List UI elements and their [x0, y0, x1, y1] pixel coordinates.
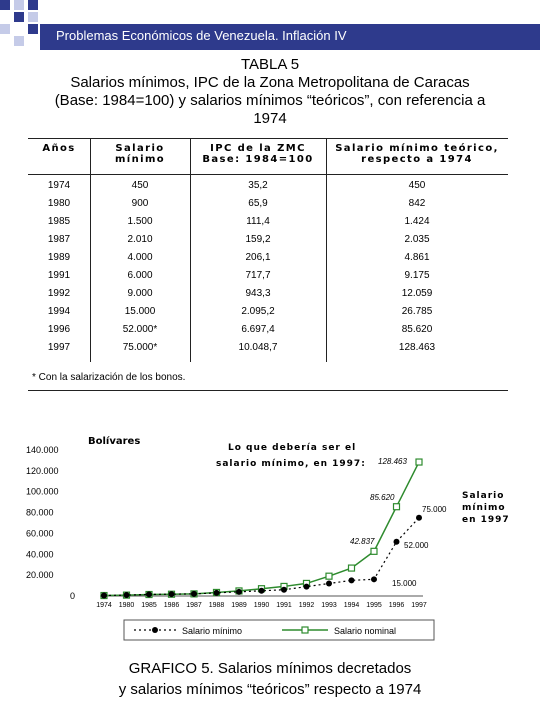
x-tick-label: 1991	[276, 602, 292, 609]
series-point-salario-minimo	[101, 593, 107, 599]
table-cell: 4.000	[127, 252, 153, 263]
table-cell: 2.010	[127, 234, 153, 245]
caption-line: GRAFICO 5. Salarios mínimos decretados	[128, 660, 412, 677]
series-point-salario-minimo	[214, 590, 220, 596]
table-cell: 450	[131, 180, 149, 191]
table-cell: 1980	[47, 198, 71, 209]
x-tick-label: 1989	[231, 602, 247, 609]
table-title	[0, 56, 540, 128]
data-label: 52.000	[404, 541, 429, 550]
x-tick-label: 1995	[366, 602, 382, 609]
table-cell: 6.000	[127, 270, 153, 281]
table-row	[28, 324, 508, 342]
decor-square	[28, 0, 38, 10]
table-cell: 9.175	[404, 270, 430, 281]
data-label: 15.000	[392, 579, 417, 588]
y-axis-label: Bolívares	[88, 436, 141, 447]
table-cell: 159,2	[245, 234, 271, 245]
chart-annotation: Lo que debería ser el	[228, 443, 357, 453]
series-point-salario-minimo	[416, 515, 422, 521]
y-tick-label: 40.000	[26, 549, 54, 560]
decor-square	[14, 12, 24, 22]
column-header-years: Años	[42, 143, 76, 154]
x-tick-label: 1992	[298, 602, 315, 609]
decor-square	[28, 12, 38, 22]
table-row	[28, 288, 508, 306]
table-cell: 717,7	[245, 270, 271, 281]
decor-square	[0, 0, 10, 10]
wage-chart	[20, 430, 520, 652]
table-cell: 52.000*	[122, 324, 158, 335]
series-point-salario-minimo	[281, 587, 287, 593]
table-cell: 10.048,7	[238, 342, 278, 353]
x-tick-label: 1985	[141, 602, 157, 609]
data-table	[28, 138, 508, 392]
decor-square	[28, 24, 38, 34]
table-cell: 1997	[47, 342, 71, 353]
table-cell: 65,9	[248, 198, 268, 209]
table-cell: 1989	[47, 252, 71, 263]
table-cell: 943,3	[245, 288, 271, 299]
table-cell: 1974	[47, 180, 71, 191]
x-tick-label: 1988	[208, 602, 225, 609]
column-header-theoretical: Salario mínimo teórico, respecto a 1974	[335, 143, 499, 165]
series-point-salario-nominal	[349, 565, 355, 571]
series-point-salario-nominal	[416, 459, 422, 465]
legend-marker-salario-minimo	[152, 627, 158, 633]
data-label: 128.463	[378, 457, 407, 466]
x-tick-label: 1996	[388, 602, 405, 609]
table-row	[28, 216, 508, 234]
series-point-salario-nominal	[326, 573, 332, 579]
table-row	[28, 234, 508, 252]
table-cell: 128.463	[398, 342, 436, 353]
table-row	[28, 252, 508, 270]
y-tick-label: 60.000	[26, 528, 54, 539]
table-row	[28, 180, 508, 198]
decor-square	[0, 24, 10, 34]
series-point-salario-nominal	[371, 548, 377, 554]
table-cell: 1.500	[127, 216, 153, 227]
table-row	[28, 270, 508, 288]
table-cell: 6.697,4	[241, 324, 275, 335]
table-cell: 1996	[47, 324, 71, 335]
table-title-line: 1974	[253, 110, 287, 127]
chart-annotation: salario mínimo, en 1997:	[216, 459, 366, 469]
y-tick-label: 120.000	[26, 465, 59, 476]
table-cell: 1994	[47, 306, 71, 317]
legend-label: Salario nominal	[334, 626, 397, 636]
x-tick-label: 1980	[118, 602, 135, 609]
chart-annotation: mínimo	[462, 503, 506, 513]
table-row	[28, 306, 508, 324]
series-line-salario-nominal	[104, 462, 419, 595]
table-cell: 15.000	[124, 306, 156, 317]
table-cell: 111,4	[246, 216, 270, 227]
table-cell: 1991	[47, 270, 71, 281]
y-tick-label: 80.000	[26, 507, 54, 518]
table-footnote: * Con la salarización de los bonos.	[32, 372, 186, 383]
decor-square	[14, 0, 24, 10]
series-point-salario-minimo	[169, 591, 175, 597]
table-cell: 26.785	[401, 306, 433, 317]
table-cell: 1985	[47, 216, 71, 227]
table-title-line: TABLA 5	[240, 56, 300, 73]
y-tick-label: 100.000	[26, 486, 59, 497]
table-cell: 1992	[47, 288, 71, 299]
series-point-salario-minimo	[394, 539, 400, 545]
legend-marker-salario-nominal	[302, 627, 308, 633]
chart-annotation: en 1997	[462, 515, 510, 525]
chart-annotation: Salario	[462, 491, 505, 501]
data-label: 75.000	[422, 505, 447, 514]
series-point-salario-minimo	[259, 588, 265, 594]
series-point-salario-nominal	[394, 504, 400, 510]
table-cell: 12.059	[401, 288, 433, 299]
decor-square	[14, 36, 24, 46]
table-row	[28, 342, 508, 360]
table-title-line: Salarios mínimos, IPC de la Zona Metropolitana de Caracas	[70, 74, 470, 91]
column-header-min-wage: Salario mínimo	[114, 143, 166, 165]
y-tick-label: 140.000	[26, 445, 59, 455]
series-point-salario-minimo	[191, 591, 197, 597]
table-title-line: (Base: 1984=100) y salarios mínimos “teóricos”, con referencia a	[54, 92, 486, 109]
table-cell: 1.424	[404, 216, 430, 227]
table-cell: 2.035	[404, 234, 430, 245]
table-cell: 4.861	[404, 252, 430, 263]
caption-line: y salarios mínimos “teóricos” respecto a 1974	[118, 681, 422, 698]
table-cell: 900	[131, 198, 149, 209]
table-cell: 206,1	[245, 252, 271, 263]
table-cell: 2.095,2	[241, 306, 275, 317]
table-cell: 842	[408, 198, 426, 209]
series-point-salario-minimo	[124, 592, 130, 598]
table-cell: 35,2	[248, 180, 268, 191]
legend-label: Salario mínimo	[182, 626, 243, 636]
x-tick-label: 1997	[411, 602, 427, 609]
table-rule	[28, 390, 508, 391]
table-cell: 9.000	[127, 288, 153, 299]
column-header-ipc: IPC de la ZMC Base: 1984=100	[202, 143, 314, 165]
chart-caption	[0, 658, 540, 700]
x-tick-label: 1987	[186, 602, 202, 609]
series-point-salario-minimo	[304, 584, 310, 590]
series-point-salario-minimo	[349, 577, 355, 583]
series-point-salario-minimo	[236, 589, 242, 595]
series-point-salario-minimo	[146, 591, 152, 597]
table-cell: 1987	[47, 234, 71, 245]
x-tick-label: 1993	[321, 602, 337, 609]
series-line-salario-minimo	[104, 518, 419, 596]
table-rule	[28, 174, 508, 175]
table-row	[28, 198, 508, 216]
data-label: 42.837	[350, 537, 375, 546]
series-point-salario-minimo	[371, 576, 377, 582]
x-tick-label: 1990	[253, 602, 270, 609]
table-cell: 85.620	[401, 324, 433, 335]
x-tick-label: 1986	[163, 602, 180, 609]
x-tick-label: 1974	[96, 602, 112, 609]
table-rule	[28, 138, 508, 139]
table-cell: 450	[408, 180, 426, 191]
header-title: Problemas Económicos de Venezuela. Inflación IV	[56, 28, 347, 43]
y-tick-label: 0	[70, 591, 76, 601]
data-label: 85.620	[370, 493, 395, 502]
table-cell: 75.000*	[122, 342, 158, 353]
y-tick-label: 20.000	[26, 570, 54, 581]
x-tick-label: 1994	[343, 602, 360, 609]
series-point-salario-minimo	[326, 580, 332, 586]
